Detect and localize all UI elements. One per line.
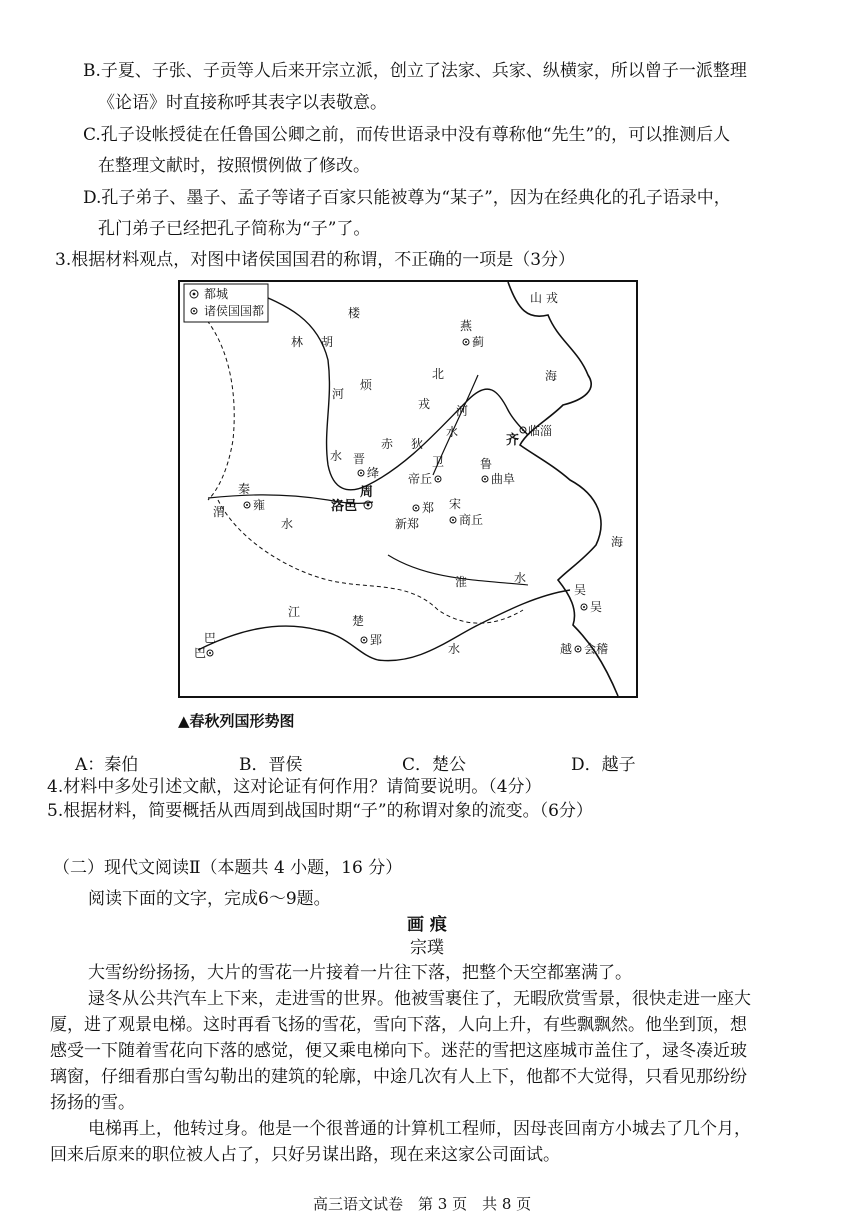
- label-linzi: 临淄: [528, 424, 553, 438]
- label-kuaiji: 会稽: [584, 642, 609, 656]
- label-hai-1: 海: [545, 369, 558, 383]
- label-wu: 吴: [574, 583, 587, 597]
- label-huai: 淮: [455, 575, 468, 589]
- label-shanrong: 山 戎: [530, 291, 558, 305]
- label-qufu: 曲阜: [491, 472, 516, 486]
- label-zheng: 郑: [422, 501, 435, 515]
- spring-autumn-states-map: [178, 280, 638, 698]
- story-line-1: 大雪纷纷扬扬，大片的雪花一片接着一片往下落，把整个天空都塞满了。: [88, 963, 632, 983]
- story-author: 宗璞: [410, 938, 444, 958]
- story-line-3: 厦，进了观景电梯。这时再看飞扬的雪花，雪向下落，人向上升，有些飘飘然。他坐到顶，想: [50, 1015, 747, 1035]
- label-jiang-shui: 水: [448, 642, 461, 656]
- section-heading: （二）现代文阅读Ⅱ（本题共 4 小题，16 分）: [53, 858, 403, 878]
- label-beirong-1: 北: [432, 367, 445, 381]
- label-wu-city: 吴: [590, 600, 603, 614]
- label-ji: 蓟: [472, 335, 485, 349]
- label-wei: 卫: [432, 455, 445, 469]
- label-diqiu: 帝丘: [408, 472, 433, 486]
- label-he-a: 河: [332, 387, 345, 401]
- label-yong: 雍: [253, 498, 266, 512]
- label-shangqiu: 商丘: [459, 513, 484, 527]
- label-song: 宋: [449, 497, 462, 511]
- question-5: 5.根据材料，简要概括从西周到战国时期“子”的称谓对象的流变。（6分）: [47, 801, 593, 821]
- q3-option-d: D．越子: [571, 755, 636, 775]
- label-beirong-2: 戎: [418, 397, 431, 411]
- label-lu: 鲁: [480, 457, 493, 471]
- legend-capital: 都城: [204, 287, 229, 301]
- label-jiang-river: 江: [288, 605, 301, 619]
- story-line-2: 逯冬从公共汽车上下来，走进雪的世界。他被雪裹住了，无暇欣赏雪景，很快走进一座大: [88, 989, 751, 1009]
- label-ying: 郢: [370, 633, 383, 647]
- label-jiang-city: 绛: [367, 466, 380, 480]
- label-qin: 秦: [238, 482, 251, 496]
- story-line-6: 扬扬的雪。: [50, 1093, 135, 1113]
- label-chidi-1: 赤: [381, 437, 394, 451]
- label-jin: 晋: [353, 452, 366, 466]
- label-wei-river: 渭: [213, 505, 226, 519]
- label-chu: 楚: [352, 614, 365, 628]
- story-line-5: 璃窗，仔细看那白雪勾勒出的建筑的轮廓，中途几次有人上下，他都不大觉得，只看见那纷纷: [50, 1067, 747, 1087]
- reading-instruction: 阅读下面的文字，完成6～9题。: [88, 889, 331, 909]
- q3-option-b: B．晋侯: [239, 755, 303, 775]
- option-c-line1: C.孔子设帐授徒在任鲁国公卿之前，而传世语录中没有尊称他“先生”的，可以推测后人: [83, 125, 731, 145]
- map-caption: ▲春秋列国形势图: [178, 712, 295, 730]
- label-linhu-2: 胡: [321, 335, 334, 349]
- label-yue: 越: [560, 642, 573, 656]
- option-b-line1: B.子夏、子张、子贡等人后来开宗立派，创立了法家、兵家、纵横家，所以曾子一派整理: [83, 61, 747, 81]
- label-wei-shui: 水: [281, 517, 294, 531]
- label-qi: 齐: [506, 433, 520, 448]
- label-shui-b: 水: [446, 425, 459, 439]
- option-b-line2: 《论语》时直接称呼其表字以表敬意。: [98, 93, 387, 113]
- label-luoyi: 洛邑: [331, 499, 358, 514]
- label-ba-city: 巴: [194, 646, 207, 660]
- story-title: 画 痕: [407, 915, 447, 935]
- label-hai-2: 海: [611, 535, 624, 549]
- option-d-line2: 孔门弟子已经把孔子简称为“子”了。: [98, 219, 371, 239]
- q3-option-c: C．楚公: [402, 755, 467, 775]
- question-4: 4.材料中多处引述文献，这对论证有何作用？请简要说明。（4分）: [47, 777, 542, 797]
- label-huai-shui: 水: [514, 571, 527, 585]
- label-loufan-1: 楼: [348, 306, 361, 320]
- label-yan: 燕: [460, 319, 473, 333]
- story-line-7: 电梯再上，他转过身。他是一个很普通的计算机工程师，因母丧回南方小城去了几个月，: [88, 1119, 751, 1139]
- q3-option-a: A：秦伯: [75, 755, 139, 775]
- page-footer: 高三语文试卷 第 3 页 共 8 页: [313, 1195, 532, 1213]
- label-xinzheng: 新郑: [395, 517, 420, 531]
- option-d-line1: D.孔子弟子、墨子、孟子等诸子百家只能被尊为“某子”，因为在经典化的孔子语录中，: [83, 188, 731, 208]
- story-line-8: 回来后原来的职位被人占了，只好另谋出路，现在来这家公司面试。: [50, 1145, 560, 1165]
- label-shui-a: 水: [330, 449, 343, 463]
- label-chidi-2: 狄: [411, 437, 424, 451]
- label-loufan-2: 烦: [360, 378, 373, 392]
- label-zhou: 周: [360, 485, 374, 500]
- question-3: 3.根据材料观点，对图中诸侯国国君的称谓，不正确的一项是（3分）: [55, 250, 576, 270]
- label-he-b: 河: [456, 404, 469, 418]
- legend-state-capital: 诸侯国国都: [204, 304, 265, 318]
- label-ba-state: 巴: [204, 631, 217, 645]
- label-linhu-1: 林: [291, 335, 304, 349]
- option-c-line2: 在整理文献时，按照惯例做了修改。: [98, 156, 370, 176]
- story-line-4: 感受一下随着雪花向下落的感觉，便又乘电梯向下。迷茫的雪把这座城市盖住了，逯冬凑近玻: [50, 1041, 747, 1061]
